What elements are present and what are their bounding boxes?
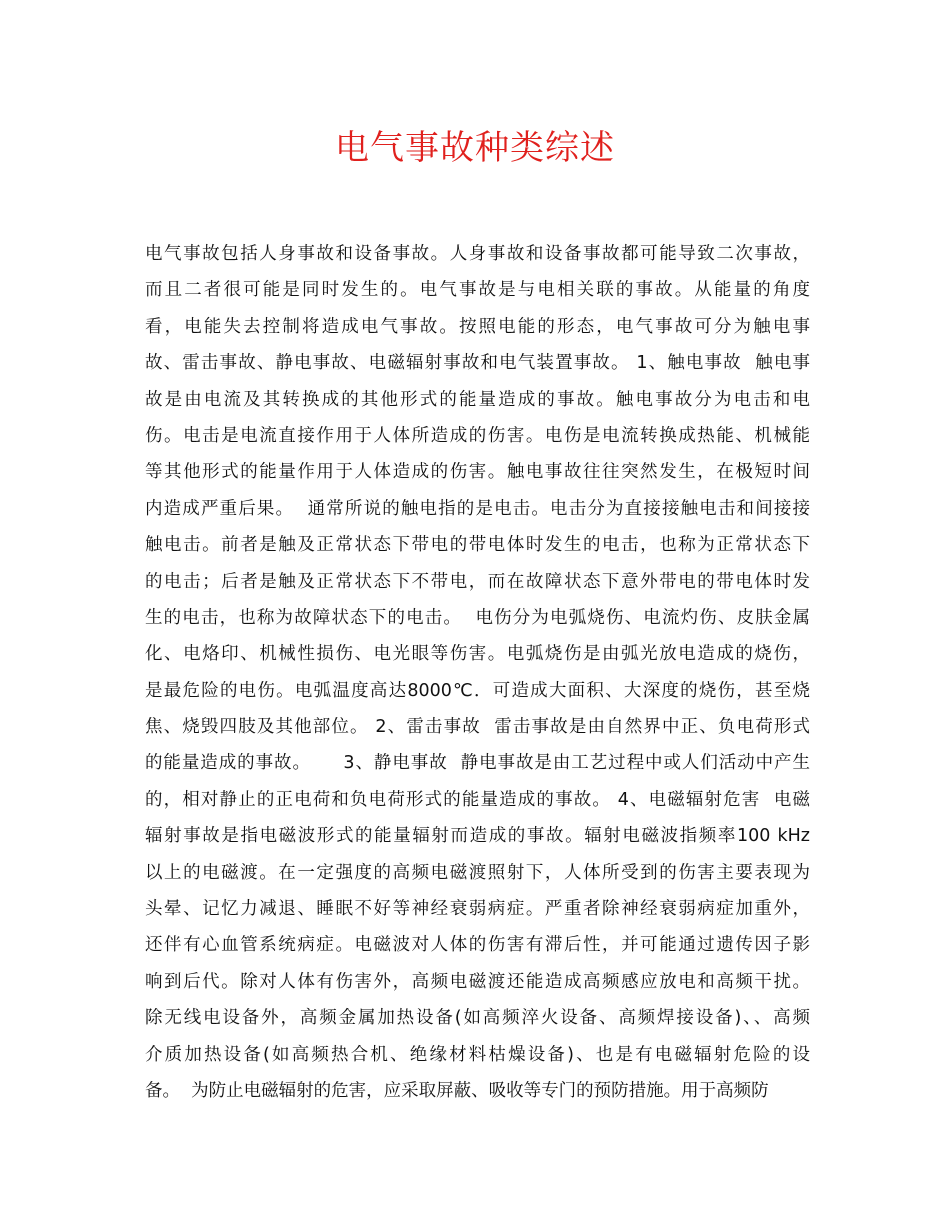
body-text-line: 焦、烧毁四肢及其他部位。 2、雷击事故 雷击事故是由自然界中正、负电荷形式 xyxy=(145,717,810,738)
body-text-line: 是最危险的电伤。电弧温度高达8000℃．可造成大面积、大深度的烧伤，甚至烧 xyxy=(145,680,810,701)
body-text-line: 电气事故包括人身事故和设备事故。人身事故和设备事故都可能导致二次事故， xyxy=(145,244,810,264)
body-text-line: 触电击。前者是触及正常状态下带电的带电体时发生的电击，也称为正常状态下 xyxy=(145,535,810,556)
body-text-line: 还伴有心血管系统病症。电磁波对人体的伤害有滞后性，并可能通过遗传因子影 xyxy=(145,935,810,956)
body-text-line: 头晕、记忆力减退、睡眠不好等神经衰弱病症。严重者除神经衰弱病症加重外， xyxy=(145,899,810,920)
body-text-line: 辐射事故是指电磁波形式的能量辐射而造成的事故。辐射电磁波指频率100 kHz xyxy=(145,826,810,847)
body-text-line: 的电击；后者是触及正常状态下不带电，而在故障状态下意外带电的带电体时发 xyxy=(145,571,810,592)
body-text-line: 而且二者很可能是同时发生的。电气事故是与电相关联的事故。从能量的角度 xyxy=(145,280,810,301)
body-text-line: 以上的电磁渡。在一定强度的高频电磁渡照射下，人体所受到的伤害主要表现为 xyxy=(145,862,810,883)
body-text-line: 故、雷击事故、静电事故、电磁辐射事故和电气装置事故。 1、触电事故 触电事 xyxy=(145,353,810,374)
body-text-line: 化、电烙印、机械性损伤、电光眼等伤害。电弧烧伤是由弧光放电造成的烧伤， xyxy=(145,644,810,665)
body-text-line: 看，电能失去控制将造成电气事故。按照电能的形态，电气事故可分为触电事 xyxy=(145,316,810,337)
body-text-line: 内造成严重后果。 通常所说的触电指的是电击。电击分为直接接触电击和间接接 xyxy=(145,498,810,519)
body-text-line: 响到后代。除对人体有伤害外，高频电磁渡还能造成高频感应放电和高频干扰。 xyxy=(145,971,810,992)
body-text-line: 伤。电击是电流直接作用于人体所造成的伤害。电伤是电流转换成热能、机械能 xyxy=(145,425,810,446)
body-text-line: 等其他形式的能量作用于人体造成的伤害。触电事故往往突然发生，在极短时间 xyxy=(145,462,810,483)
body-text-line: 的，相对静止的正电荷和负电荷形式的能量造成的事故。 4、电磁辐射危害 电磁 xyxy=(145,789,810,810)
body-text-line: 备。 为防止电磁辐射的危害，应采取屏蔽、吸收等专门的预防措施。用于高频防 xyxy=(145,1080,769,1101)
document-body xyxy=(145,236,810,1109)
body-text-line: 的能量造成的事故。 3、静电事故 静电事故是由工艺过程中或人们活动中产生 xyxy=(145,753,810,774)
document-title: 电气事故种类综述 xyxy=(335,128,615,168)
body-text-line: 除无线电设备外，高频金属加热设备(如高频淬火设备、高频焊接设备)、、高频 xyxy=(145,1008,810,1029)
body-text-line: 故是由电流及其转换成的其他形式的能量造成的事故。触电事故分为电击和电 xyxy=(145,389,810,410)
body-text-line: 生的电击，也称为故障状态下的电击。 电伤分为电弧烧伤、电流灼伤、皮肤金属 xyxy=(145,607,810,628)
body-text-line: 介质加热设备(如高频热合机、绝缘材料枯燥设备)、也是有电磁辐射危险的设 xyxy=(145,1044,810,1065)
